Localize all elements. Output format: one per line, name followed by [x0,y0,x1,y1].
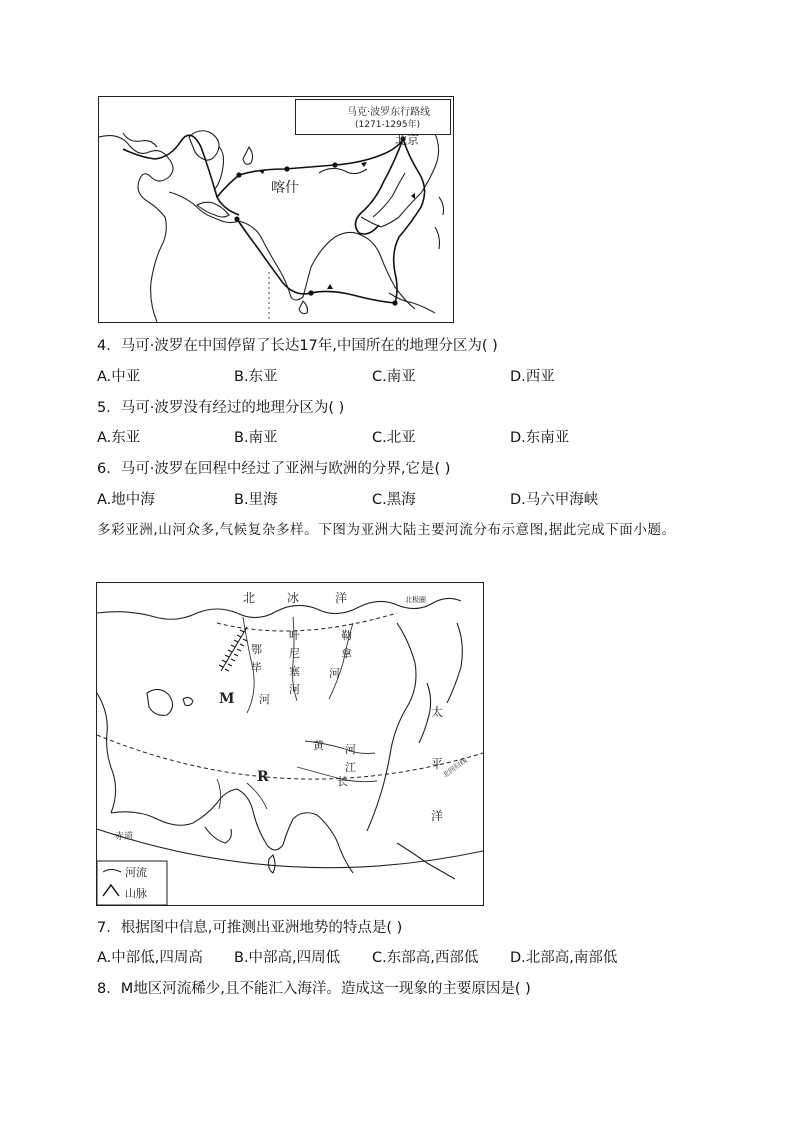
label-jiang: 江 [345,761,356,774]
ural-mountains [219,627,247,671]
q5-option-b[interactable]: B.南亚 [234,430,278,446]
kamchatka [447,623,462,703]
legend-route-name: 马克·波罗东行路线 [347,107,431,118]
persian-gulf [197,202,229,217]
q7-option-c[interactable]: C.东部高,西部低 [372,950,479,966]
label-he-lena: 河 [329,667,340,680]
legend-route-years: (1271-1295年) [355,120,421,130]
coastline-west [99,136,173,322]
label-kashgar: 喀什 [271,180,299,196]
route-arrow [361,162,367,167]
label-arctic-circle: 北极圈 [405,596,426,604]
label-na: 拿 [341,647,352,660]
caspian-sea [147,689,173,715]
route-stop [332,162,337,167]
q7-option-a[interactable]: A.中部低,四周高 [97,950,203,966]
river-line-2 [373,173,405,217]
lake-aral [243,147,253,164]
label-equator: 赤道 [115,832,134,842]
q5-option-a[interactable]: A.东亚 [97,430,141,446]
label-tai: 太 [431,705,444,719]
q6-option-b[interactable]: B.里海 [234,492,278,508]
q4-option-b[interactable]: B.东亚 [234,369,278,385]
route-stop [392,300,397,305]
south-coast [111,789,353,873]
question-5: 5．马可·波罗没有经过的地理分区为( ) [97,400,345,416]
route-outbound [217,139,403,197]
coastline-southeast [361,217,399,227]
label-tropic-of-cancer: 北回归线 [441,756,469,780]
label-region-r: R [257,769,269,785]
route-arrow [411,193,415,199]
q7-option-b[interactable]: B.中部高,四周低 [234,950,341,966]
mountain-ridge [221,627,247,671]
q6-option-d[interactable]: D.马六甲海峡 [510,492,599,508]
mountain-hatches-right [225,639,247,671]
q4-option-c[interactable]: C.南亚 [372,369,416,385]
legend-river-label: 河流 [125,866,147,879]
islands-east [435,197,444,249]
label-beijing: 北京 [395,133,420,147]
q7-option-d[interactable]: D.北部高,南部低 [510,950,618,966]
label-yang-pacific: 洋 [431,809,444,823]
river-line-1 [319,168,367,173]
route-stop [236,172,241,177]
q4-option-a[interactable]: A.中亚 [97,369,141,385]
label-he-ob: 河 [259,693,270,706]
west-coast [97,693,116,813]
legend-mountain-label: 山脉 [125,887,147,900]
q5-option-d[interactable]: D.东南亚 [510,430,570,446]
question-8: 8．M地区河流稀少,且不能汇入海洋。造成这一现象的主要原因是( ) [97,981,531,997]
sri-lanka [269,855,276,873]
label-ping: 平 [431,757,444,771]
label-he-yenisei: 河 [289,683,300,696]
tropic-of-cancer-line [97,735,483,779]
indus-river [217,779,221,809]
route-return-east [394,139,425,303]
question-7: 7．根据图中信息,可推测出亚洲地势的特点是( ) [97,920,403,936]
label-sai: 塞 [289,665,300,678]
label-ni: 尼 [289,647,300,660]
aral-sea [183,697,193,705]
marco-polo-route-map [98,96,454,323]
question-4: 4．马可·波罗在中国停留了长达17年,中国所在的地理分区为( ) [97,338,498,354]
label-le: 勒 [341,629,352,642]
label-ye: 叶 [289,629,300,642]
coastline-mediterranean [123,133,157,147]
label-chang: 长 [337,775,348,788]
label-e: 鄂 [251,643,262,656]
mountain-hatches [219,630,244,667]
route-stop [308,290,313,295]
label-bing: 冰 [287,591,300,605]
east-coast [367,623,416,831]
label-region-m: M [219,691,235,707]
route-stop [284,166,289,171]
route-stops [234,136,405,305]
label-he-yellow: 河 [345,743,356,756]
q4-option-d[interactable]: D.西亚 [510,369,555,385]
japan-islands [419,683,431,743]
asia-rivers-map [96,582,484,906]
ganges-river [247,783,267,809]
q5-option-c[interactable]: C.北亚 [372,430,416,446]
sri-lanka [299,301,308,314]
route-arrow [327,284,333,289]
question-6: 6．马可·波罗在回程中经过了亚洲与欧洲的分界,它是( ) [97,461,451,477]
intro-paragraph: 多彩亚洲,山河众多,气候复杂多样。下图为亚洲大陆主要河流分布示意图,据此完成下面小题。 [97,522,676,538]
arabian-sea-inlet [205,827,231,843]
label-yang: 洋 [335,591,348,605]
q6-option-a[interactable]: A.地中海 [97,492,155,508]
q6-option-c[interactable]: C.黑海 [372,492,416,508]
label-bi: 毕 [251,661,262,674]
label-bei: 北 [243,591,256,605]
route-stop [234,216,239,221]
label-huang: 黄 [313,739,324,752]
